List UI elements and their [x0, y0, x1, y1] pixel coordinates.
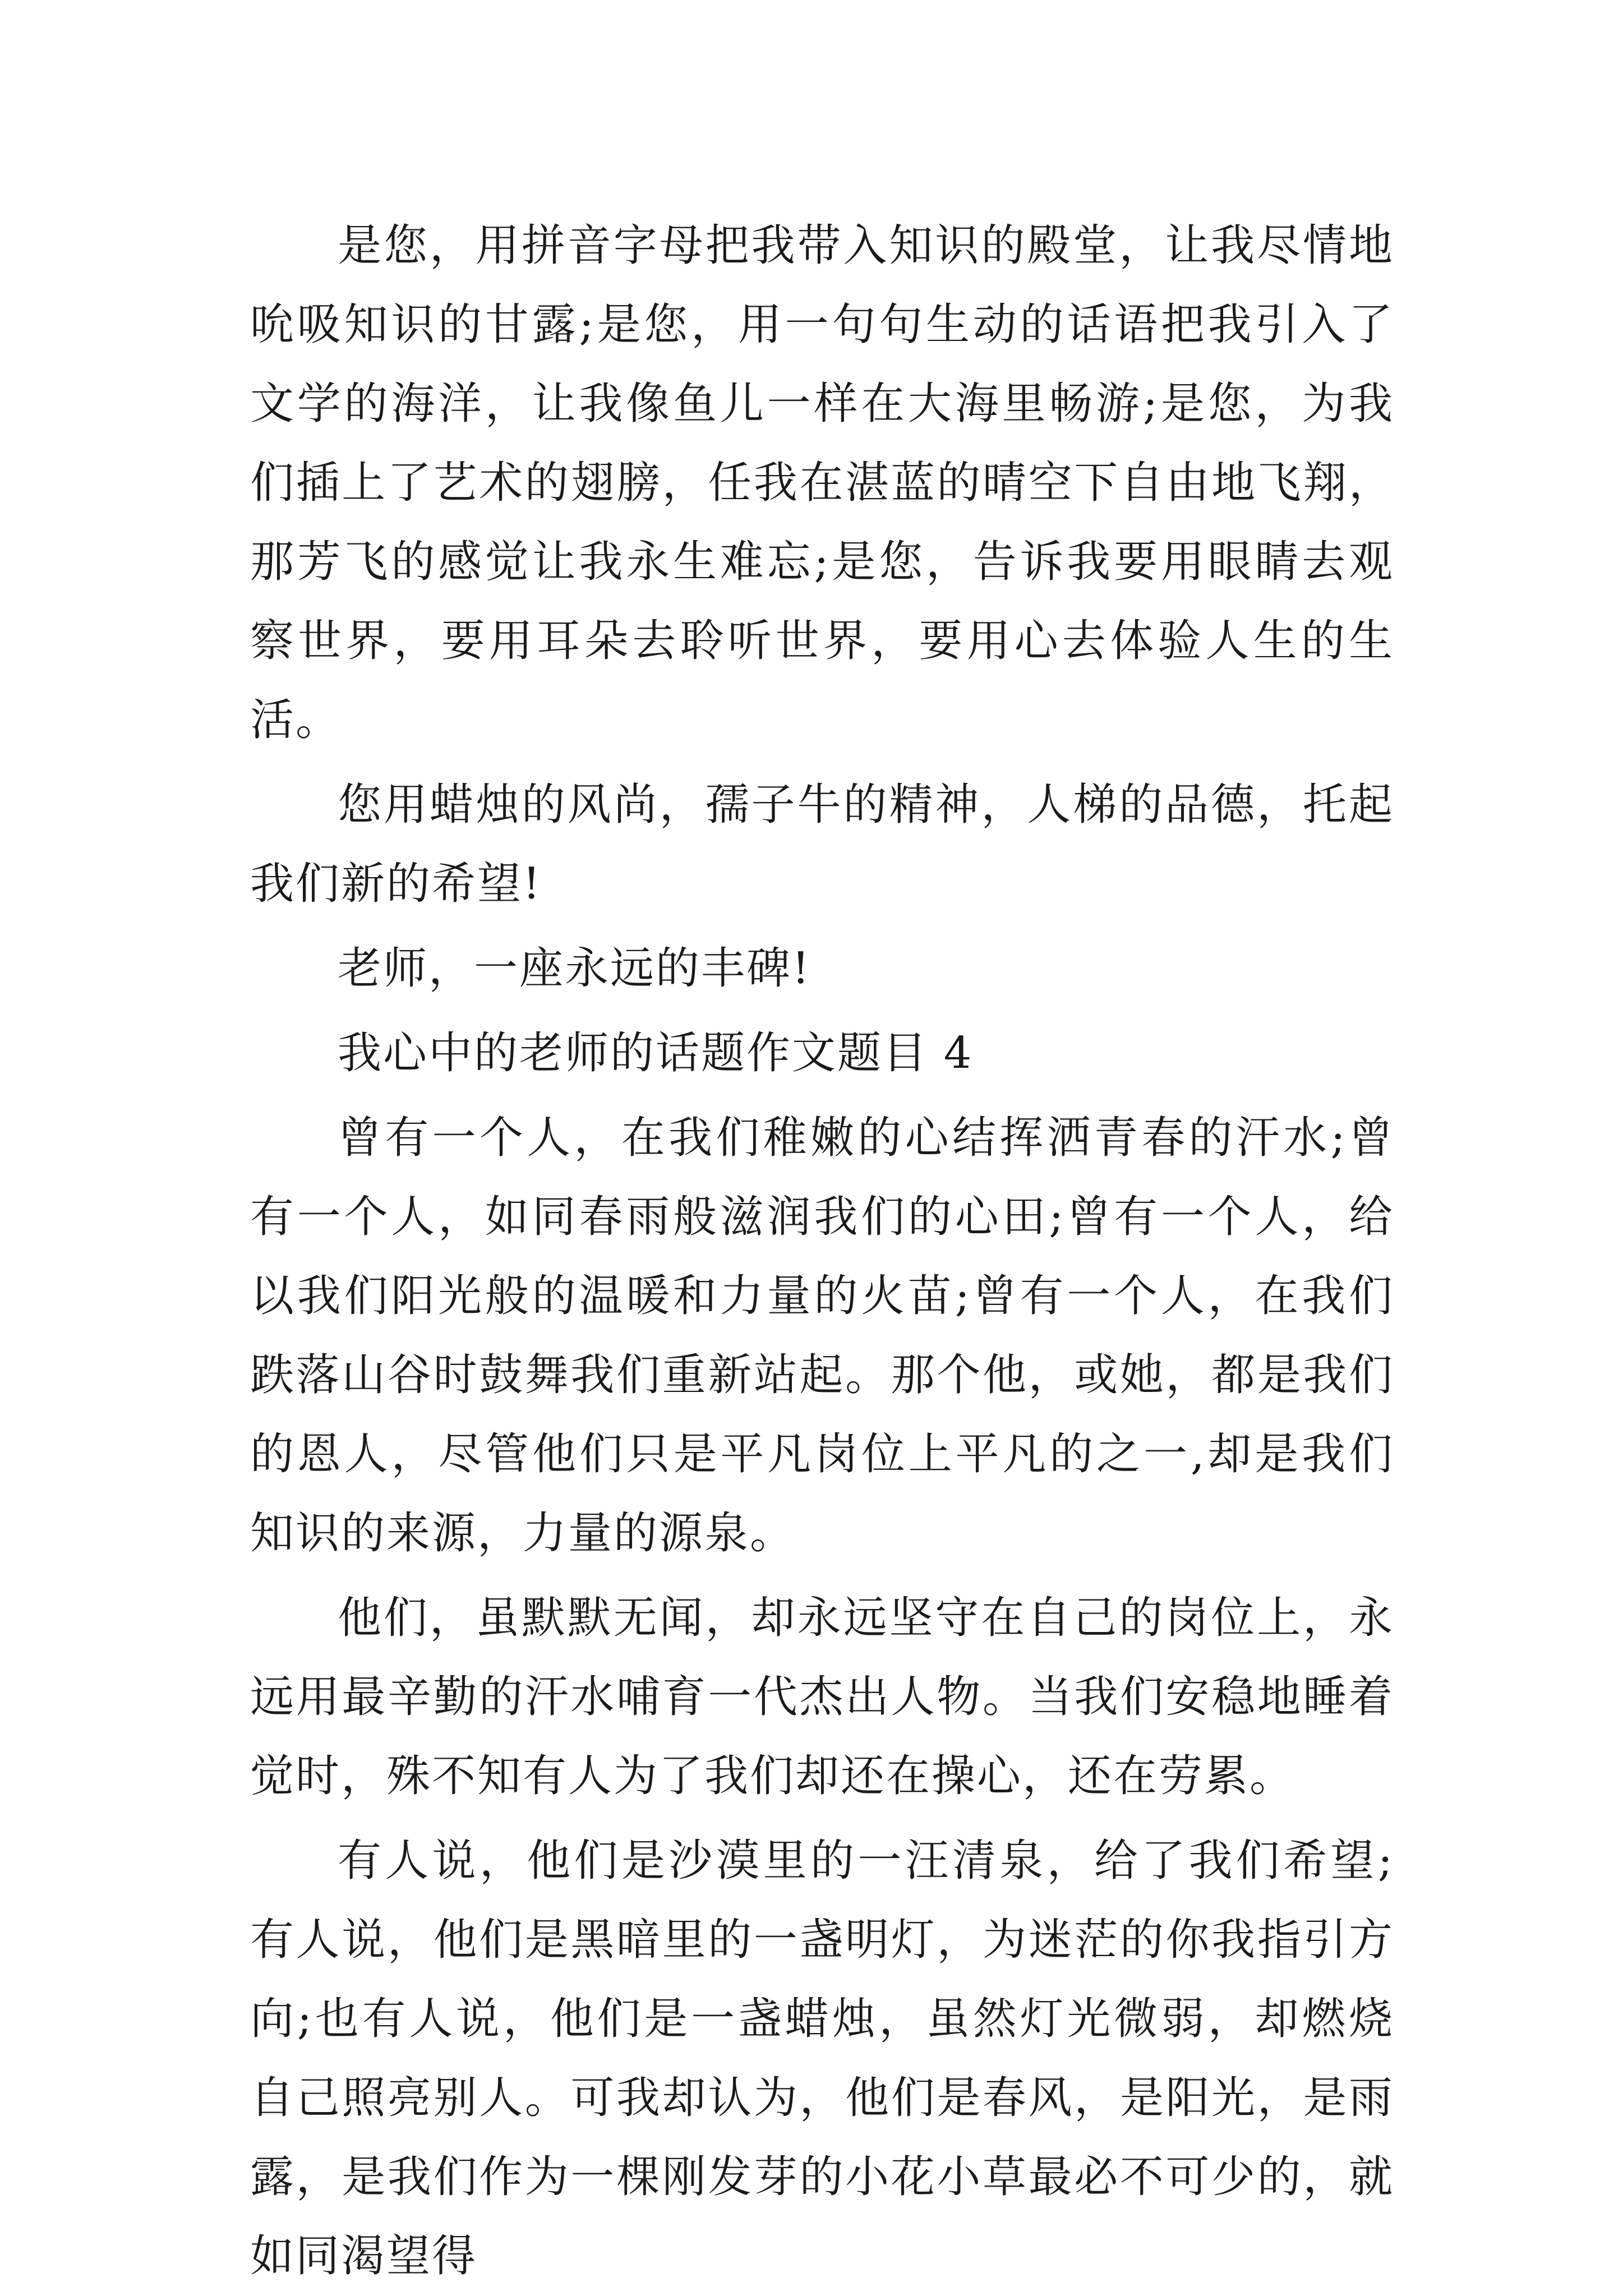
paragraph-candle-spirit: 您用蜡烛的风尚，孺子牛的精神，人梯的品德，托起我们新的希望! — [250, 780, 1394, 909]
paragraph-once-someone: 曾有一个人，在我们稚嫩的心结挥洒青春的汗水;曾有一个人，如同春雨般滋润我们的心田;曾有一个人，给以我们阳光般的温暖和力量的火苗;曾有一个人，在我们跌落山谷时鼓舞我们重新站起。那个他，或她，都是我们的恩人，尽管他们只是平凡岗位上平凡的之一,却是我们知识的来源，力量的源泉。 — [250, 1113, 1394, 1559]
document-body — [250, 206, 1394, 2296]
paragraph-silent-dedication: 他们，虽默默无闻，却永远坚守在自己的岗位上，永远用最辛勤的汗水哺育一代杰出人物。当我们安稳地睡着觉时，殊不知有人为了我们却还在操心，还在劳累。 — [250, 1593, 1394, 1801]
paragraph-praise-teacher: 是您，用拼音字母把我带入知识的殿堂，让我尽情地吮吸知识的甘露;是您，用一句句生动的话语把我引入了文学的海洋，让我像鱼儿一样在大海里畅游;是您，为我们插上了艺术的翅膀，任我在湛蓝的晴空下自由地飞翔，那芳飞的感觉让我永生难忘;是您，告诉我要用眼睛去观察世界，要用耳朵去聆听世界，要用心去体验人生的生活。 — [250, 220, 1394, 745]
paragraph-monument: 老师，一座永远的丰碑! — [338, 943, 811, 994]
section-heading: 我心中的老师的话题作文题目 4 — [338, 1028, 974, 1078]
paragraph-some-say: 有人说，他们是沙漠里的一汪清泉，给了我们希望;有人说，他们是黑暗里的一盏明灯，为迷茫的你我指引方向;也有人说，他们是一盏蜡烛，虽然灯光微弱，却燃烧自己照亮别人。可我却认为，他们是春风，是阳光，是雨露，是我们作为一棵刚发芽的小花小草最必不可少的，就如同渴望得 — [250, 1836, 1394, 2281]
